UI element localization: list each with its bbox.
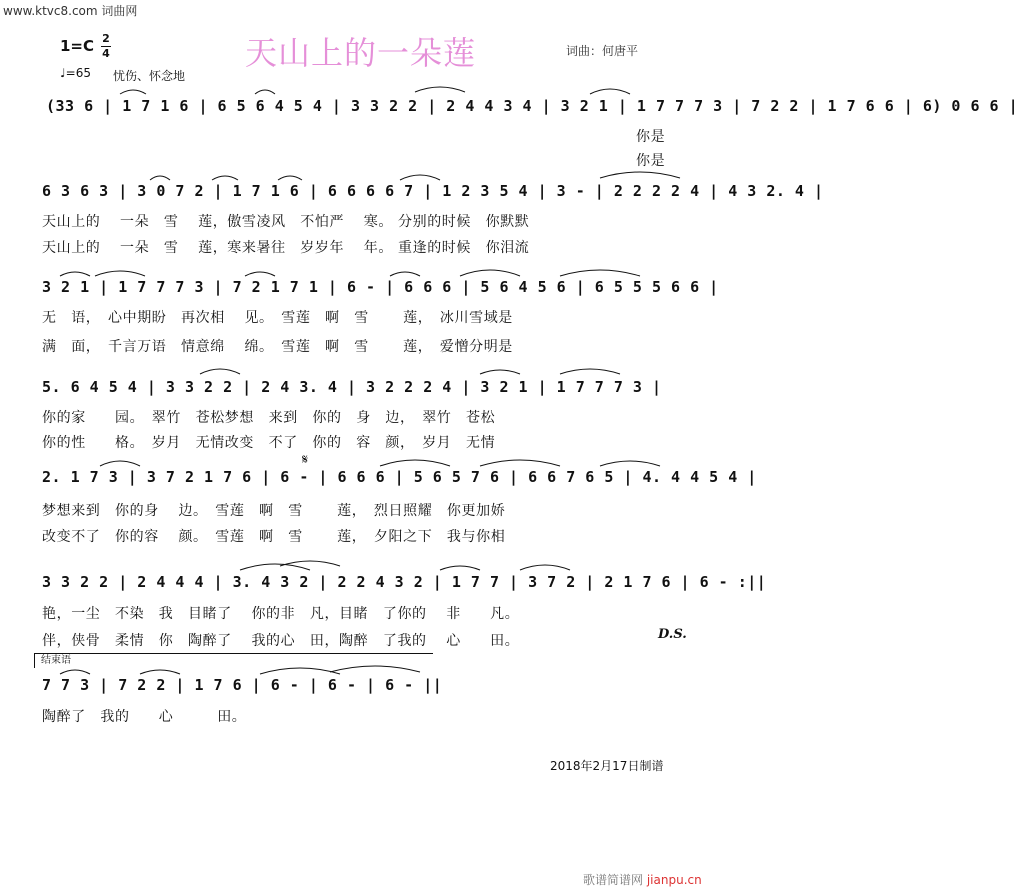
score-row-5: 2. 1 7 3 | 3 7 2 1 7 6 | 6 - | 6 6 6 | 5 6 5 7 6 | 6 6 7 6 5 | 4. 4 4 5 4 | xyxy=(42,468,757,486)
bottom-watermark xyxy=(583,871,702,888)
top-watermark: www.ktvc8.com 词曲网 xyxy=(3,4,138,18)
mood-marking: 忧伤、怀念地 xyxy=(113,69,186,83)
slur xyxy=(330,666,420,672)
slur xyxy=(260,668,340,674)
score-row-2: 6 3 6 3 | 3 0 7 2 | 1 7 1 6 | 6 6 6 6 7 | 1 2 3 5 4 | 3 - | 2 2 2 2 4 | 4 3 2. 4 | xyxy=(42,182,824,200)
score-row-1: (33 6 | 1 7 1 6 | 6 5 6 4 5 4 | 3 3 2 2 | 2 4 4 3 4 | 3 2 1 | 1 7 7 7 3 | 7 2 2 | 1 7 6 6 | 6) 0 6 6 | xyxy=(46,97,1018,115)
slur xyxy=(480,460,560,466)
slur xyxy=(95,271,145,276)
coda-label: 结束语 xyxy=(41,655,71,666)
slur xyxy=(415,87,465,92)
slur xyxy=(380,460,450,466)
bottom-watermark-cn: 歌谱简谱网 xyxy=(583,873,644,887)
slur xyxy=(150,176,170,180)
lyric-row-3-verse-1: 无 语， 心中期盼 再次相 见。 雪莲 啊 雪 莲， 冰川雪域是 xyxy=(42,310,513,326)
slur xyxy=(60,670,90,674)
lyric-row-4-verse-2: 你的性 格。 岁月 无情改变 不了 你的 容 颜， 岁月 无情 xyxy=(42,435,496,451)
lyric-row-2-verse-2: 天山上的 一朵 雪 莲，寒来暑往 岁岁年 年。 重逢的时候 你泪流 xyxy=(42,240,530,256)
key-signature: 1=C xyxy=(60,37,95,55)
slur xyxy=(60,272,90,276)
lyric-row-7: 陶醉了 我的 心 田。 xyxy=(42,709,247,725)
slur xyxy=(480,370,520,374)
slur xyxy=(245,272,275,276)
composer-credit: 词曲：何唐平 xyxy=(566,44,639,58)
lyric-row-4-verse-1: 你的家 园。 翠竹 苍松梦想 来到 你的 身 边， 翠竹 苍松 xyxy=(42,410,496,426)
lyric-row-6-verse-1: 艳，一尘 不染 我 目睹了 你的非 凡，目睹 了你的 非 凡。 xyxy=(42,606,520,622)
slur xyxy=(140,670,180,674)
song-title: 天山上的一朵莲 xyxy=(245,34,477,72)
score-row-6: 3 3 2 2 | 2 4 4 4 | 3. 4 3 2 | 2 2 4 3 2 | 1 7 7 | 3 7 2 | 2 1 7 6 | 6 - :|| xyxy=(42,573,767,591)
slur xyxy=(560,270,640,276)
slur xyxy=(600,172,680,178)
slur xyxy=(278,176,302,180)
slur xyxy=(590,89,630,94)
slur xyxy=(120,90,146,94)
dal-segno-mark: D.S. xyxy=(658,627,687,642)
bottom-watermark-url: jianpu.cn xyxy=(646,873,702,887)
lyric-row-1-verse-1: 你是 xyxy=(636,129,666,145)
slur xyxy=(200,369,240,374)
slur xyxy=(390,272,420,276)
lyric-row-6-verse-2: 伴，侠骨 柔情 你 陶醉了 我的心 田，陶醉 了我的 心 田。 xyxy=(42,633,520,649)
score-row-7: 7 7 3 | 7 2 2 | 1 7 6 | 6 - | 6 - | 6 - || xyxy=(42,676,443,694)
lyric-row-5-verse-1: 梦想来到 你的身 边。 雪莲 啊 雪 莲， 烈日照耀 你更加娇 xyxy=(42,503,506,519)
lyric-row-5-verse-2: 改变不了 你的容 颜。 雪莲 啊 雪 莲， 夕阳之下 我与你相 xyxy=(42,529,506,545)
slur xyxy=(100,461,140,466)
slur xyxy=(560,369,620,374)
slur xyxy=(240,564,310,570)
lyric-row-1-verse-2: 你是 xyxy=(636,153,666,169)
tempo-marking: ♩=65 xyxy=(60,66,91,80)
slur xyxy=(400,175,440,180)
slur xyxy=(600,461,660,466)
transcription-date: 2018年2月17日制谱 xyxy=(550,759,664,773)
time-signature-top: 2 xyxy=(102,32,110,45)
lyric-row-3-verse-2: 满 面， 千言万语 情意绵 绵。 雪莲 啊 雪 莲， 爱憎分明是 xyxy=(42,339,513,355)
score-row-4: 5. 6 4 5 4 | 3 3 2 2 | 2 4 3. 4 | 3 2 2 2 4 | 3 2 1 | 1 7 7 7 3 | xyxy=(42,378,662,396)
slur xyxy=(255,90,275,94)
slur xyxy=(520,565,570,570)
segno-sign: 𝄋 xyxy=(302,452,309,468)
lyric-row-2-verse-1: 天山上的 一朵 雪 莲，傲雪凌风 不怕严 寒。 分别的时候 你默默 xyxy=(42,214,530,230)
time-signature-bottom: 4 xyxy=(102,47,110,60)
score-row-3: 3 2 1 | 1 7 7 7 3 | 7 2 1 7 1 | 6 - | 6 6 6 | 5 6 4 5 6 | 6 5 5 5 6 6 | xyxy=(42,278,719,296)
slur xyxy=(460,270,520,276)
slur xyxy=(212,176,238,180)
slur xyxy=(440,566,480,570)
